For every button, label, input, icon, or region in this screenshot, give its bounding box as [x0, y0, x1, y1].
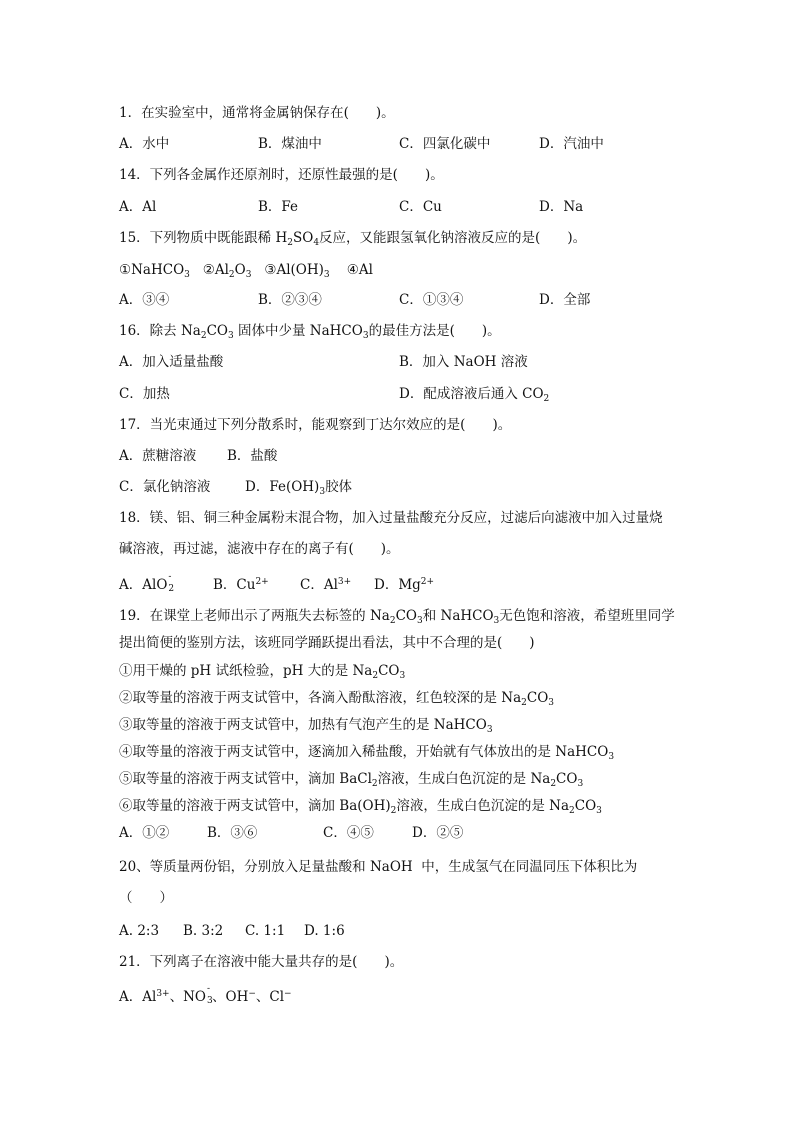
- q16-option-d: D．配成溶液后通入 $CO_2$: [399, 386, 550, 404]
- q14-option-a: A．Al: [119, 199, 157, 215]
- question-18-stem-line2: 碱溶液，再过滤，滤液中存在的离子有( )。: [119, 541, 400, 557]
- question-17-stem: 17．当光束通过下列分散系时，能观察到丁达尔效应的是( )。: [119, 417, 512, 433]
- q18-option-d: D．$Mg^{2+}$: [374, 577, 435, 593]
- q21-option-a: A．$Al^{3+}$、NO - 3 、OH−、Cl−: [119, 984, 292, 1006]
- question-19-stem-line1: 19．在课堂上老师出示了两瓶失去标签的 $Na_2CO_3$和 NaHCO$_3$无色饱和溶液，希望班里同学: [119, 608, 675, 626]
- question-19-stem-line2: 提出简便的鉴别方法，该班同学踊跃提出看法，其中不合理的是( ): [119, 635, 535, 651]
- q14-option-c: C．Cu: [399, 199, 442, 215]
- q18-option-b: B．$Cu^{2+}$: [213, 577, 269, 593]
- question-20-stem-line2: （ ）: [119, 890, 173, 906]
- q19-statement-1: ①用干燥的 pH 试纸检验，pH 大的是 $Na_2CO_3$: [119, 663, 406, 681]
- question-14-stem: 14．下列各金属作还原剂时，还原性最强的是( )。: [119, 167, 444, 183]
- q20-option-b: B. 3:2: [183, 923, 224, 939]
- question-20-stem-line1: 20、等质量两份铝，分别放入足量盐酸和 NaOH 中，生成氢气在同温同压下体积比为: [119, 859, 638, 875]
- q19-option-d: D．②⑤: [412, 825, 464, 841]
- q17-option-b: B．盐酸: [227, 448, 278, 464]
- q19-statement-6: ⑥取等量的溶液于两支试管中，滴加 $Ba(OH)_2$溶液，生成白色沉淀的是 $Na_2CO_3$: [119, 798, 602, 816]
- q18-option-a: A．AlO - 2: [119, 572, 175, 594]
- q17-option-c: C．氯化钠溶液: [119, 479, 211, 495]
- q18-option-c: C．$Al^{3+}$: [300, 577, 352, 593]
- q1-option-c: C．四氯化碳中: [399, 136, 491, 152]
- q1-option-b: B．煤油中: [258, 136, 322, 152]
- q15-option-d: D．全部: [539, 292, 591, 308]
- question-16-stem: 16．除去 $Na_2CO_3$ 固体中少量 NaHCO$_3$的最佳方法是( )。: [119, 323, 501, 341]
- question-1-stem: 1．在实验室中，通常将金属钠保存在( )。: [119, 105, 395, 121]
- q14-option-b: B．Fe: [258, 199, 299, 215]
- q17-option-a: A．蔗糖溶液: [119, 448, 197, 464]
- q19-statement-2: ②取等量的溶液于两支试管中，各滴入酚酞溶液，红色较深的是 $Na_2CO_3$: [119, 690, 555, 708]
- q19-statement-5: ⑤取等量的溶液于两支试管中，滴加 BaCl$_2$溶液，生成白色沉淀的是 $Na_2CO_3$: [119, 771, 584, 789]
- q16-option-b: B．加入 NaOH 溶液: [399, 354, 528, 370]
- q1-option-a: A．水中: [119, 136, 170, 152]
- q20-option-a: A. 2:3: [119, 923, 160, 939]
- q17-option-d: D．$Fe(OH)_3$胶体: [245, 479, 353, 497]
- q16-option-a: A．加入适量盐酸: [119, 354, 224, 370]
- q1-option-d: D．汽油中: [539, 136, 604, 152]
- q19-statement-3: ③取等量的溶液于两支试管中，加热有气泡产生的是 NaHCO$_3$: [119, 717, 493, 735]
- q15-option-a: A．③④: [119, 292, 170, 308]
- q19-option-a: A．①②: [119, 825, 170, 841]
- q19-statement-4: ④取等量的溶液于两支试管中，逐滴加入稀盐酸，开始就有气体放出的是 NaHCO$_3$: [119, 744, 615, 762]
- q14-option-d: D．Na: [539, 199, 584, 215]
- q15-substance-list: ①NaHCO$_3$ $②Al_2O_3$ $③Al(OH)_3$ ④Al: [119, 262, 373, 280]
- q19-option-b: B．③⑥: [207, 825, 258, 841]
- question-15-stem: 15．下列物质中既能跟稀 $H_2SO_4$反应，又能跟氢氧化钠溶液反应的是( )。: [119, 230, 587, 248]
- question-18-stem-line1: 18．镁、铝、铜三种金属粉末混合物，加入过量盐酸充分反应，过滤后向滤液中加入过量烧: [119, 510, 663, 526]
- q15-option-b: B．②③④: [258, 292, 322, 308]
- q20-option-d: D. 1:6: [304, 923, 345, 939]
- q20-option-c: C. 1:1: [245, 923, 286, 939]
- question-21-stem: 21．下列离子在溶液中能大量共存的是( )。: [119, 954, 404, 970]
- q19-option-c: C．④⑤: [323, 825, 374, 841]
- q15-option-c: C．①③④: [399, 292, 464, 308]
- q16-option-c: C．加热: [119, 386, 170, 402]
